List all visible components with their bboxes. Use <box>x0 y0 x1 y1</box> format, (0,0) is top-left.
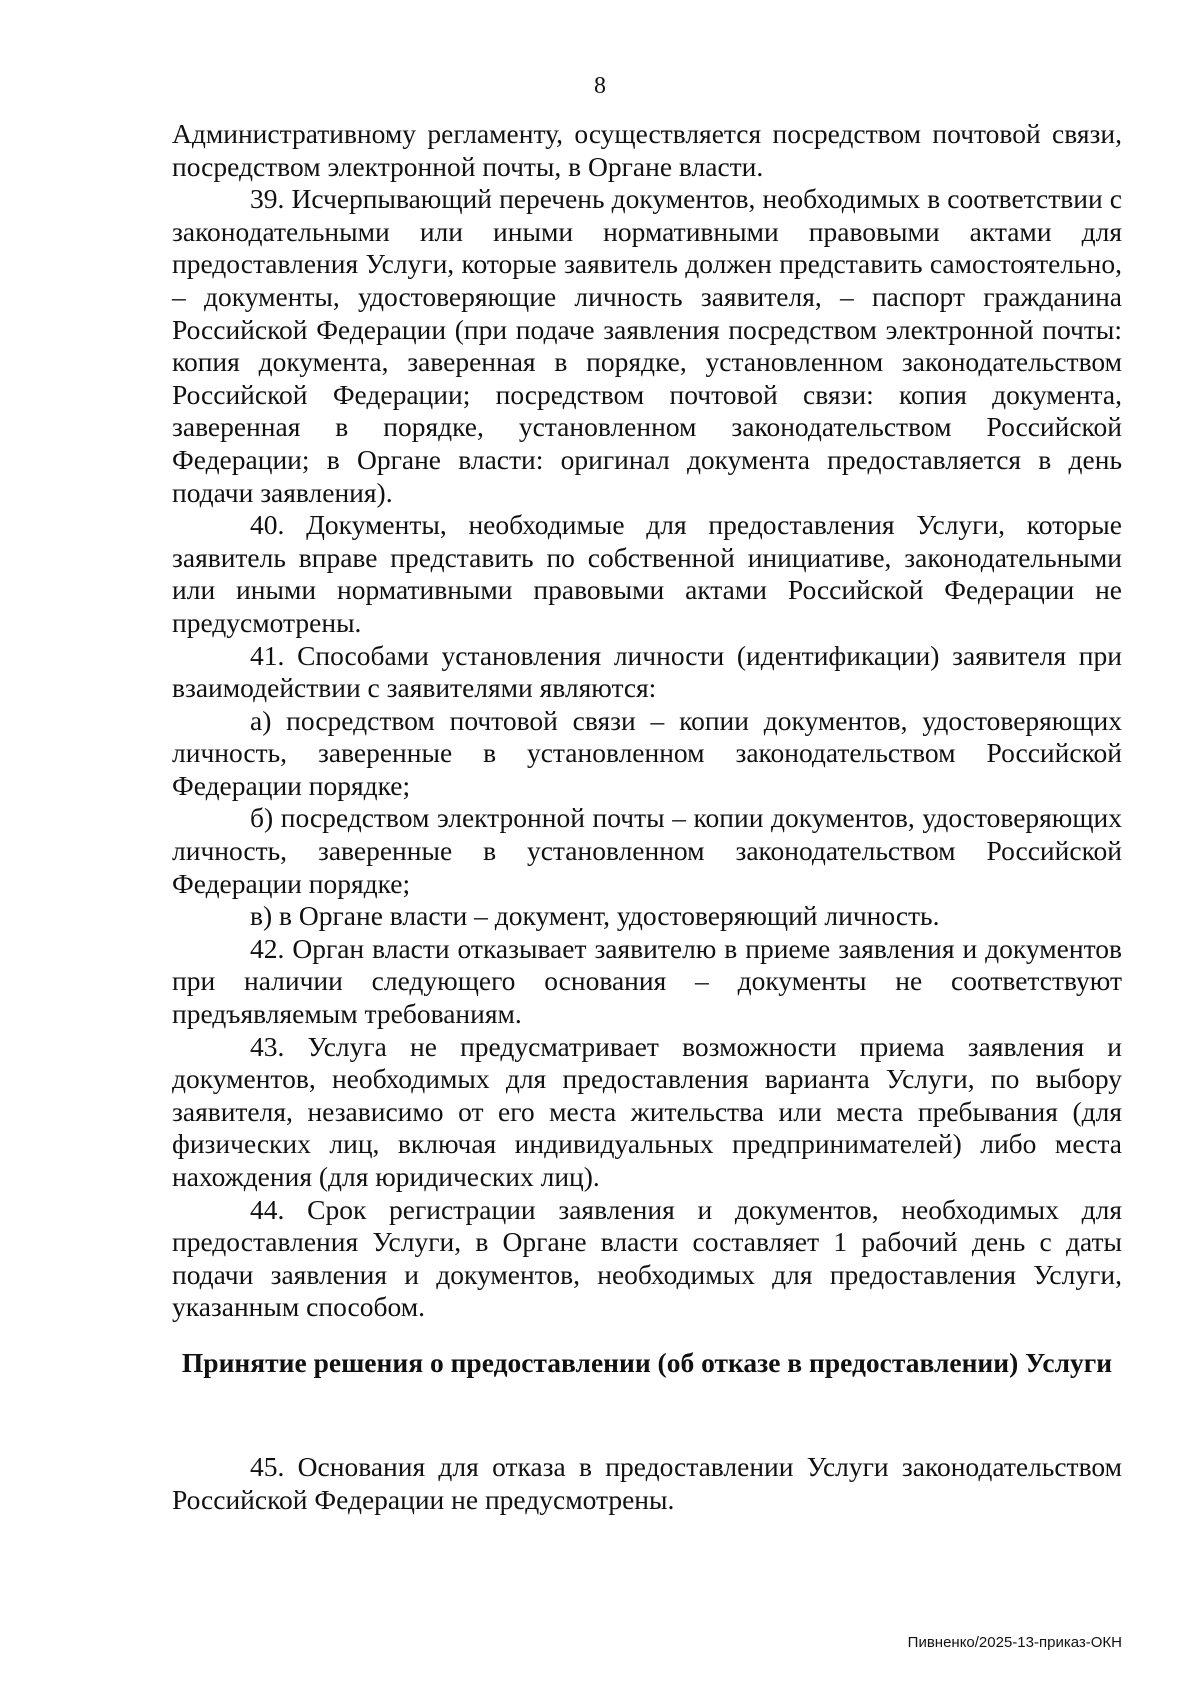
paragraph-45: 45. Основания для отказа в предоставлении Услуги законодательством Российской Федерации не предусмотрены. <box>172 1451 1122 1515</box>
paragraph-41: 41. Способами установления личности (идентификации) заявителя при взаимодействии с заявителями являются: <box>172 639 1122 704</box>
paragraph-42: 42. Орган власти отказывает заявителю в приеме заявления и документов при наличии следующего основания – документы не соответствуют предъявляемым требованиям. <box>172 932 1122 1030</box>
list-item-v: в) в Органе власти – документ, удостоверяющий личность. <box>250 900 940 932</box>
list-item-b: б) посредством электронной почты – копии документов, удостоверяющих личность, заверенные в установленном законодательством Российской Федерации порядке; <box>172 802 1122 899</box>
list-item-a: а) посредством почтовой связи – копии документов, удостоверяющих личность, заверенные в установленном законодательством Российской Федерации порядке; <box>172 704 1122 801</box>
footer-reference: Пивненко/2025-13-приказ-ОКН <box>907 1634 1122 1651</box>
page-number: 8 <box>594 73 606 99</box>
paragraph-44: 44. Срок регистрации заявления и документов, необходимых для предоставления Услуги, в Органе власти составляет 1 рабочий день с даты подачи заявления и документов, необходимых для предоставления Услуги, указанным способом. <box>172 1193 1122 1323</box>
document-body <box>172 118 1122 1324</box>
section-heading: Принятие решения о предоставлении (об отказе в предоставлении) Услуги <box>181 1347 1113 1378</box>
paragraph-continuation: Административному регламенту, осуществляется посредством почтовой связи, посредством электронной почты, в Органе власти. <box>172 118 1122 182</box>
paragraph-39: 39. Исчерпывающий перечень документов, необходимых в соответствии с законодательными или иными нормативными правовыми актами для предоставления Услуги, которые заявитель должен представить самостоятельно, – документы, удостоверяющие личность заявителя, – паспорт гражданина Российской Федерации (при подаче заявления посредством электронной почты: копия документа, заверенная в порядке, установленном законодательством Российской Федерации; посредством почтовой связи: копия документа, заверенная в порядке, установленном законодательством Российской Федерации; в Органе власти: оригинал документа предоставляется в день подачи заявления). <box>172 183 1122 508</box>
paragraph-43: 43. Услуга не предусматривает возможности приема заявления и документов, необходимых для предоставления варианта Услуги, по выбору заявителя, независимо от его места жительства или места пребывания (для физических лиц, включая индивидуальных предпринимателей) либо места нахождения (для юридических лиц). <box>172 1030 1122 1192</box>
paragraph-40: 40. Документы, необходимые для предоставления Услуги, которые заявитель вправе представить по собственной инициативе, законодательными или иными нормативными правовыми актами Российской Федерации не предусмотрены. <box>172 509 1122 638</box>
document-body-after-heading <box>172 1451 1122 1516</box>
